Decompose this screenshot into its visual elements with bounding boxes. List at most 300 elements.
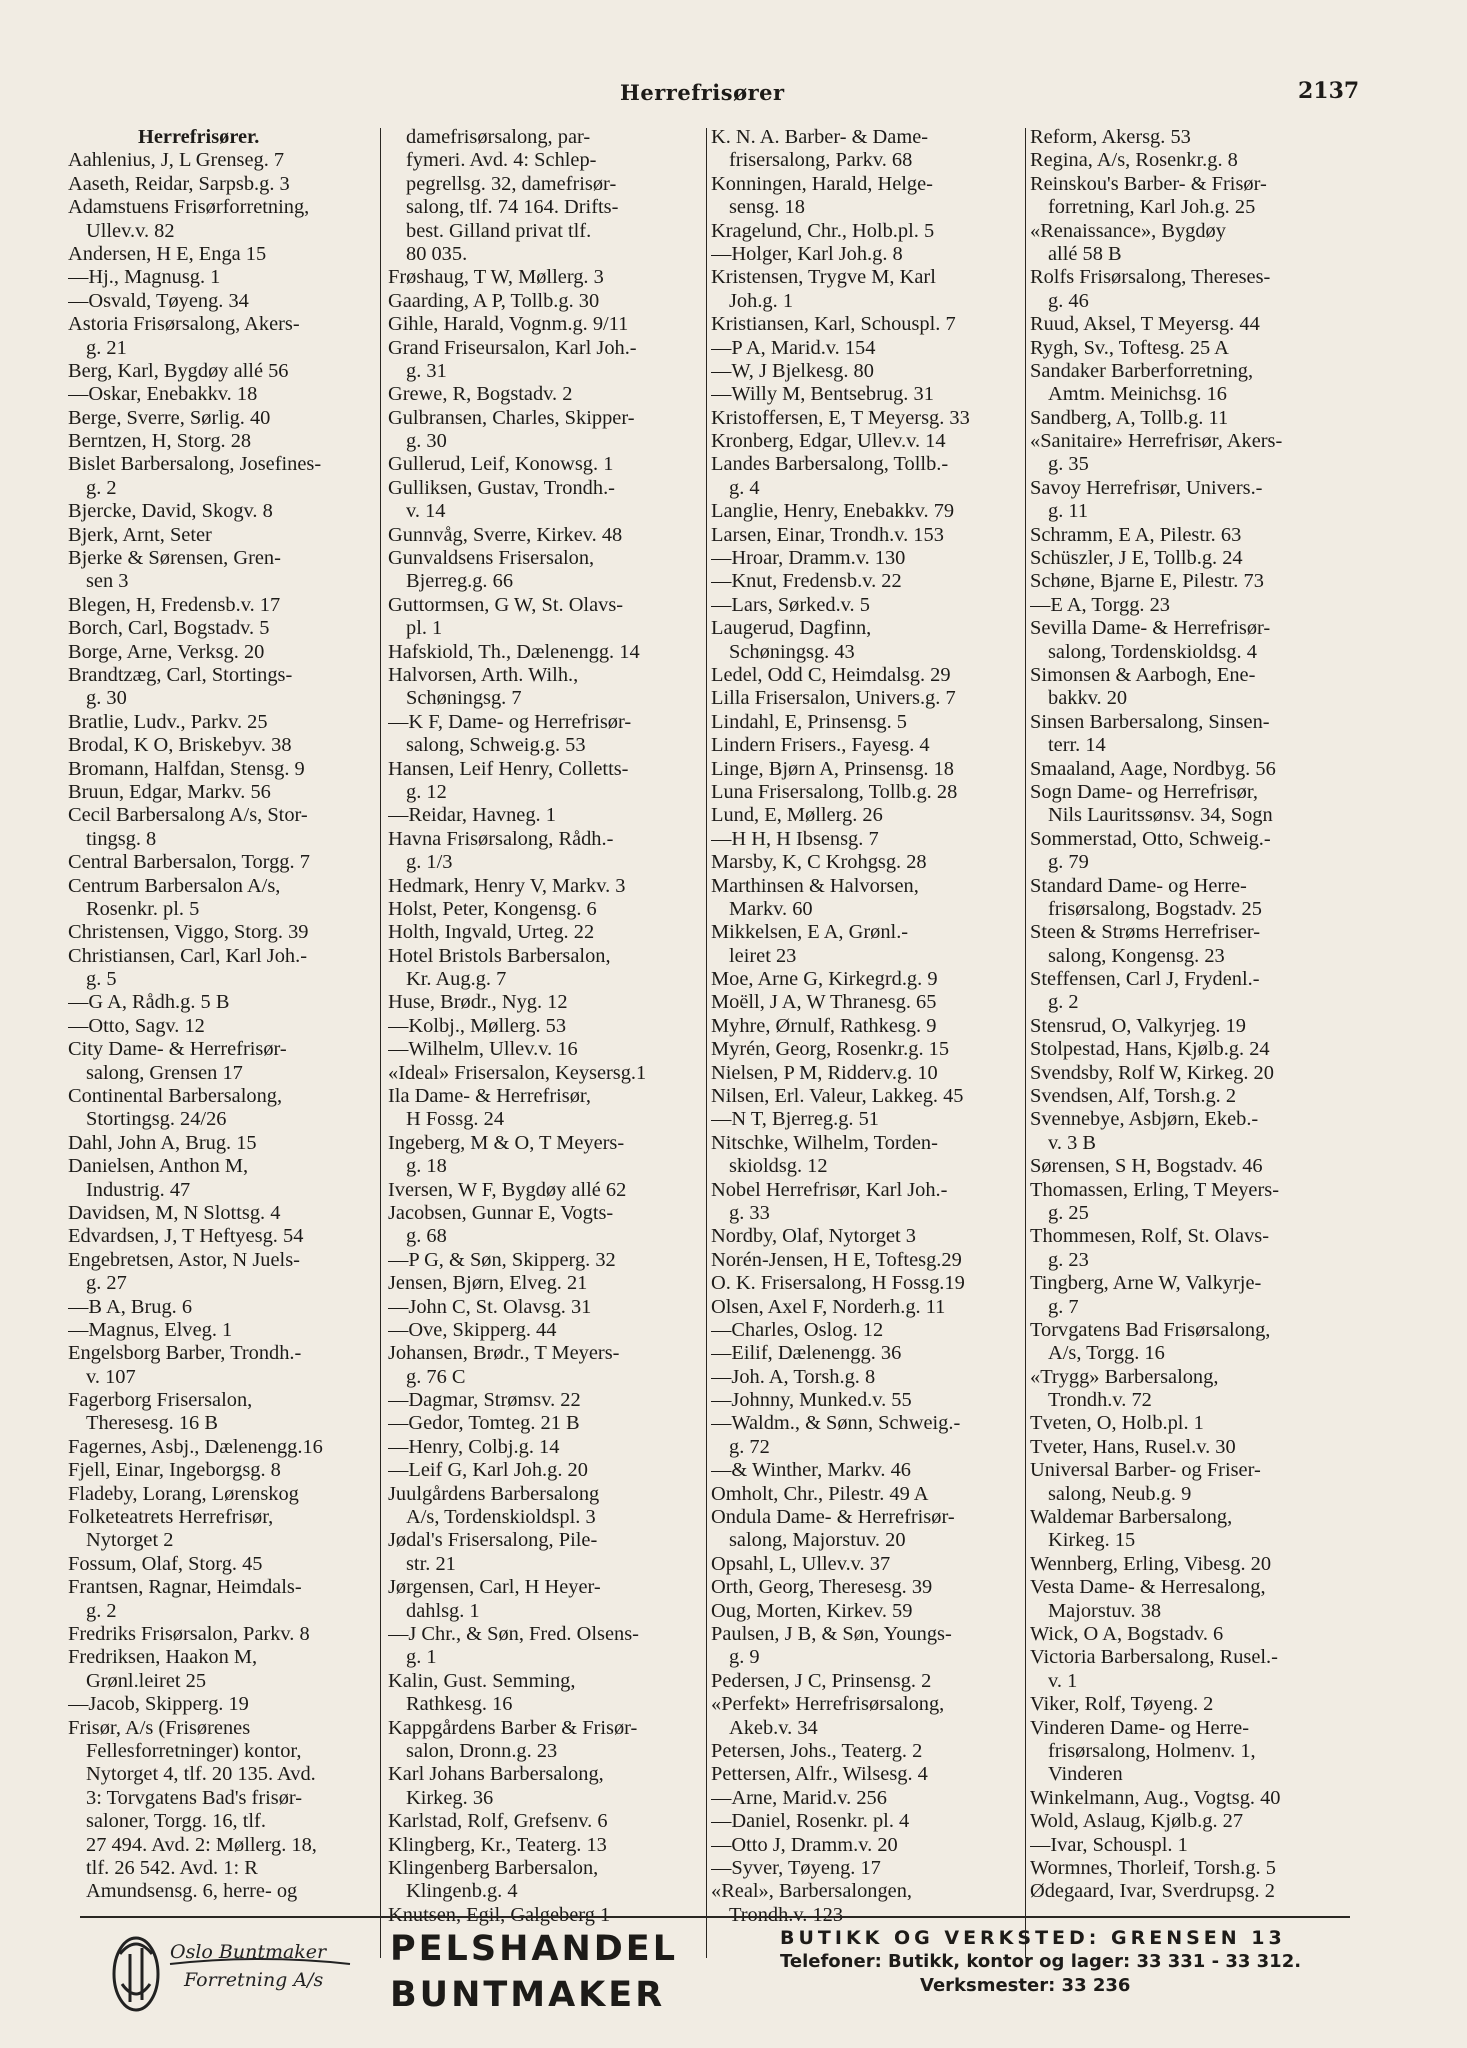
directory-entry: Majorstuv. 38 — [1048, 1599, 1162, 1622]
directory-entry: g. 11 — [1048, 500, 1089, 523]
directory-entry: —Gedor, Tomteg. 21 B — [388, 1412, 580, 1435]
directory-entry: g. 7 — [1048, 1295, 1079, 1318]
directory-entry: g. 25 — [1048, 1201, 1089, 1224]
directory-entry: —Daniel, Rosenkr. pl. 4 — [711, 1810, 910, 1833]
directory-entry: frisørsalong, Bogstadv. 25 — [1048, 897, 1262, 920]
directory-entry: Sinsen Barbersalong, Sinsen- — [1030, 710, 1270, 733]
directory-entry: —Hj., Magnusg. 1 — [68, 266, 221, 289]
directory-entry: Ingeberg, M & O, T Meyers- — [388, 1131, 625, 1154]
directory-entry: —K F, Dame- og Herrefrisør- — [388, 710, 632, 733]
directory-entry: Frøshaug, T W, Møllerg. 3 — [388, 266, 604, 289]
directory-entry: Berge, Sverre, Sørlig. 40 — [68, 406, 271, 429]
directory-entry: —Arne, Marid.v. 256 — [711, 1786, 887, 1809]
directory-entry: A/s, Tordenskioldspl. 3 — [406, 1506, 596, 1529]
directory-entry: —Hroar, Dramm.v. 130 — [711, 547, 906, 570]
directory-entry: salong, Kongensg. 23 — [1048, 944, 1225, 967]
page-number: 2137 — [1298, 78, 1360, 104]
directory-entry: Nordby, Olaf, Nytorget 3 — [711, 1225, 917, 1248]
directory-entry: Holst, Peter, Kongensg. 6 — [388, 897, 597, 920]
directory-entry: Centrum Barbersalon A/s, — [68, 874, 281, 897]
directory-entry: Bjerk, Arnt, Seter — [68, 523, 212, 546]
directory-entry: Nielsen, P M, Ridderv.g. 10 — [711, 1061, 938, 1084]
directory-entry: —Osvald, Tøyeng. 34 — [68, 289, 249, 312]
directory-entry: Klingberg, Kr., Teaterg. 13 — [388, 1833, 607, 1856]
directory-entry: g. 2 — [86, 476, 117, 499]
directory-entry: Wormnes, Thorleif, Torsh.g. 5 — [1030, 1856, 1276, 1879]
directory-entry: Sørensen, S H, Bogstadv. 46 — [1030, 1155, 1263, 1178]
directory-entry: Tveten, O, Holb.pl. 1 — [1030, 1412, 1204, 1435]
directory-entry: g. 21 — [86, 336, 127, 359]
directory-entry: Rolfs Frisørsalong, Thereses- — [1030, 266, 1271, 289]
directory-entry: Kristoffersen, E, T Meyersg. 33 — [711, 406, 970, 429]
directory-entry: Wick, O A, Bogstadv. 6 — [1030, 1623, 1224, 1645]
directory-entry: Aaseth, Reidar, Sarpsb.g. 3 — [68, 172, 290, 195]
directory-entry: 27 494. Avd. 2: Møllerg. 18, — [86, 1833, 317, 1856]
page-title: Herrefrisører — [620, 80, 785, 105]
directory-entry: skioldsg. 12 — [729, 1155, 828, 1178]
directory-entry: Schramm, E A, Pilestr. 63 — [1030, 523, 1242, 546]
directory-entry: Langlie, Henry, Enebakkv. 79 — [711, 500, 955, 523]
directory-entry: Rygh, Sv., Toftesg. 25 A — [1030, 336, 1229, 359]
directory-entry: A/s, Torgg. 16 — [1048, 1342, 1165, 1365]
directory-entry: —Holger, Karl Joh.g. 8 — [711, 242, 903, 265]
directory-entry: —Henry, Colbj.g. 14 — [388, 1435, 560, 1458]
directory-entry: —Magnus, Elveg. 1 — [68, 1318, 233, 1341]
directory-entry: Reform, Akersg. 53 — [1030, 126, 1191, 148]
ad-info1: BUTIKK OG VERKSTED: GRENSEN 13 — [780, 1927, 1286, 1949]
directory-entry: Wennberg, Erling, Vibesg. 20 — [1030, 1552, 1272, 1575]
directory-entry: Grewe, R, Bogstadv. 2 — [388, 383, 573, 406]
directory-entry: Sommerstad, Otto, Schweig.- — [1030, 827, 1271, 850]
directory-entry: leiret 23 — [729, 944, 797, 967]
directory-entry: bakkv. 20 — [1048, 687, 1128, 710]
directory-entry: Victoria Barbersalong, Rusel.- — [1030, 1646, 1278, 1669]
directory-entry: Johansen, Brødr., T Meyers- — [388, 1342, 620, 1365]
directory-entry: tingsg. 8 — [86, 827, 157, 850]
directory-entry: Grønl.leiret 25 — [86, 1669, 207, 1692]
directory-entry: Kr. Aug.g. 7 — [406, 968, 507, 991]
column-rule — [706, 128, 707, 1958]
directory-entry: Bratlie, Ludv., Parkv. 25 — [68, 710, 268, 733]
directory-entry: Halvorsen, Arth. Wilh., — [388, 663, 579, 686]
directory-entry: —Otto, Sagv. 12 — [68, 1014, 205, 1037]
directory-entry: g. 33 — [729, 1201, 770, 1224]
directory-entry: —Reidar, Havneg. 1 — [388, 804, 556, 827]
ad-headline — [390, 1926, 678, 2018]
directory-entry: Rosenkr. pl. 5 — [86, 897, 200, 920]
directory-entry: Bruun, Edgar, Markv. 56 — [68, 780, 271, 803]
directory-entry: Lund, E, Møllerg. 26 — [711, 804, 883, 827]
directory-entry: Fagernes, Asbj., Dælenengg.16 — [68, 1435, 323, 1458]
directory-entry: Adamstuens Frisørforretning, — [68, 196, 310, 219]
directory-entry: g. 23 — [1048, 1248, 1089, 1271]
directory-entry: Winkelmann, Aug., Vogtsg. 40 — [1030, 1786, 1281, 1809]
directory-entry: Viker, Rolf, Tøyeng. 2 — [1030, 1693, 1214, 1716]
directory-entry: Myhre, Ørnulf, Rathkesg. 9 — [711, 1014, 937, 1037]
directory-entry: Kalin, Gust. Semming, — [388, 1669, 576, 1692]
directory-entry: Markv. 60 — [729, 897, 813, 920]
directory-entry: Stortingsg. 24/26 — [86, 1108, 227, 1131]
directory-entry: Gaarding, A P, Tollb.g. 30 — [388, 289, 600, 312]
directory-entry: saloner, Torgg. 16, tlf. — [86, 1810, 266, 1833]
directory-entry: Borch, Carl, Bogstadv. 5 — [68, 617, 270, 640]
directory-entry: Fredriks Frisørsalon, Parkv. 8 — [68, 1623, 310, 1645]
directory-entry: Knutsen, Egil, Galgeberg 1 — [388, 1903, 611, 1926]
directory-entry: Brodal, K O, Briskebyv. 38 — [68, 734, 292, 757]
directory-entry: —Waldm., & Sønn, Schweig.- — [711, 1412, 961, 1435]
page-header — [0, 80, 1467, 110]
directory-entry: Lilla Frisersalon, Univers.g. 7 — [711, 687, 956, 710]
directory-entry: Trondh.v. 123 — [729, 1903, 844, 1926]
directory-entry: Regina, A/s, Rosenkr.g. 8 — [1030, 149, 1238, 172]
directory-entry: Lindern Frisers., Fayesg. 4 — [711, 734, 930, 757]
directory-entry: Ødegaard, Ivar, Sverdrupsg. 2 — [1030, 1880, 1275, 1903]
directory-entry: salong, Neub.g. 9 — [1048, 1482, 1192, 1505]
directory-entry: Sandberg, A, Tollb.g. 11 — [1030, 406, 1229, 429]
directory-entry: —Leif G, Karl Joh.g. 20 — [388, 1459, 588, 1482]
directory-entry: Gulliksen, Gustav, Trondh.- — [388, 476, 615, 499]
directory-entry: Nytorget 4, tlf. 20 135. Avd. — [86, 1763, 316, 1786]
logo-line2: Forretning A/s — [184, 1969, 324, 1991]
directory-entry: —Dagmar, Strømsv. 22 — [388, 1389, 581, 1412]
directory-entry: g. 5 — [86, 968, 117, 991]
directory-entry: Sandaker Barberforretning, — [1030, 359, 1254, 382]
directory-entry: Joh.g. 1 — [729, 289, 794, 312]
directory-entry: Huse, Brødr., Nyg. 12 — [388, 991, 568, 1014]
directory-entry: Amtm. Meinichsg. 16 — [1048, 383, 1227, 406]
directory-entry: —Oskar, Enebakkv. 18 — [68, 383, 258, 406]
directory-entry: Pettersen, Alfr., Wilsesg. 4 — [711, 1763, 928, 1786]
column-2 — [388, 126, 706, 1927]
directory-entry: Sogn Dame- og Herrefrisør, — [1030, 780, 1258, 803]
directory-entry: Klingenb.g. 4 — [406, 1880, 518, 1903]
directory-entry: Jørgensen, Carl, H Heyer- — [388, 1576, 601, 1599]
directory-entry: «Trygg» Barbersalong, — [1030, 1365, 1219, 1388]
directory-entry: Ondula Dame- & Herrefrisør- — [711, 1506, 955, 1529]
directory-entry: «Ideal» Frisersalon, Keysersg.1 — [388, 1061, 647, 1084]
directory-entry: Thomassen, Erling, T Meyers- — [1030, 1178, 1279, 1201]
directory-entry: Grand Friseursalon, Karl Joh.- — [388, 336, 637, 359]
directory-entry: str. 21 — [406, 1552, 456, 1575]
directory-entry: —G A, Rådh.g. 5 B — [68, 991, 230, 1014]
directory-entry: salong, Grensen 17 — [86, 1061, 243, 1084]
directory-entry: Havna Frisørsalong, Rådh.- — [388, 827, 614, 850]
directory-entry: Ruud, Aksel, T Meyersg. 44 — [1030, 313, 1260, 336]
directory-entry: Ledel, Odd C, Heimdalsg. 29 — [711, 663, 951, 686]
directory-entry: Folketeatrets Herrefrisør, — [68, 1506, 274, 1529]
directory-entry: —J Chr., & Søn, Fred. Olsens- — [388, 1623, 639, 1645]
directory-entry: —E A, Torgg. 23 — [1030, 593, 1170, 616]
directory-entry: Nobel Herrefrisør, Karl Joh.- — [711, 1178, 948, 1201]
advertisement — [80, 1924, 1352, 2024]
directory-entry: frisørsalong, Holmenv. 1, — [1048, 1739, 1256, 1762]
directory-entry: Berg, Karl, Bygdøy allé 56 — [68, 359, 289, 382]
directory-entry: Engelsborg Barber, Trondh.- — [68, 1342, 302, 1365]
directory-entry: —Johnny, Munked.v. 55 — [711, 1389, 912, 1412]
directory-entry: fymeri. Avd. 4: Schlep- — [406, 149, 597, 172]
directory-entry: Nilsen, Erl. Valeur, Lakkeg. 45 — [711, 1085, 964, 1108]
directory-entry: Karl Johans Barbersalong, — [388, 1763, 604, 1786]
directory-entry: Moëll, J A, W Thranesg. 65 — [711, 991, 937, 1014]
directory-entry: salong, tlf. 74 164. Drifts- — [406, 196, 619, 219]
directory-entry: Nytorget 2 — [86, 1529, 174, 1552]
directory-entry: Svendsby, Rolf W, Kirkeg. 20 — [1030, 1061, 1274, 1084]
directory-entry: Bjercke, David, Skogv. 8 — [68, 500, 273, 523]
directory-entry: —John C, St. Olavsg. 31 — [388, 1295, 592, 1318]
directory-entry: Central Barbersalon, Torgg. 7 — [68, 851, 310, 874]
column-1 — [68, 126, 384, 1904]
directory-entry: Danielsen, Anthon M, — [68, 1155, 249, 1178]
directory-entry: terr. 14 — [1048, 734, 1106, 757]
directory-entry: Tingberg, Arne W, Valkyrje- — [1030, 1272, 1262, 1295]
directory-entry: Vinderen Dame- og Herre- — [1030, 1716, 1249, 1739]
ad-line2: BUNTMAKER — [390, 1975, 666, 2015]
directory-entry: Rathkesg. 16 — [406, 1693, 513, 1716]
directory-entry: Orth, Georg, Theresesg. 39 — [711, 1576, 933, 1599]
directory-entry: Kronberg, Edgar, Ullev.v. 14 — [711, 430, 946, 453]
directory-entry: —P G, & Søn, Skipperg. 32 — [388, 1248, 616, 1271]
directory-entry: Juulgårdens Barbersalong — [388, 1482, 600, 1505]
directory-entry: —Willy M, Bentsebrug. 31 — [711, 383, 934, 406]
fur-logo-icon — [100, 1924, 400, 2020]
directory-entry: Schøningsg. 7 — [406, 687, 522, 710]
directory-entry: Engebretsen, Astor, N Juels- — [68, 1248, 300, 1271]
directory-entry: Moe, Arne G, Kirkegrd.g. 9 — [711, 968, 938, 991]
directory-entry: Kirkeg. 15 — [1048, 1529, 1136, 1552]
directory-entry: g. 35 — [1048, 453, 1089, 476]
directory-entry: Hansen, Leif Henry, Colletts- — [388, 757, 629, 780]
directory-entry: Lindahl, E, Prinsensg. 5 — [711, 710, 907, 733]
directory-entry: Marsby, K, C Krohgsg. 28 — [711, 851, 927, 874]
directory-entry: O. K. Frisersalong, H Fossg.19 — [711, 1272, 965, 1295]
directory-entry: Vinderen — [1048, 1763, 1123, 1786]
directory-entry: Andersen, H E, Enga 15 — [68, 242, 267, 265]
directory-entry: Vesta Dame- & Herresalong, — [1030, 1576, 1266, 1599]
directory-entry: Christiansen, Carl, Karl Joh.- — [68, 944, 307, 967]
directory-entry: Stensrud, O, Valkyrjeg. 19 — [1030, 1014, 1246, 1037]
directory-entry: Guttormsen, G W, St. Olavs- — [388, 593, 624, 616]
directory-entry: sensg. 18 — [729, 196, 805, 219]
directory-entry: Jensen, Bjørn, Elveg. 21 — [388, 1272, 588, 1295]
directory-entry: City Dame- & Herrefrisør- — [68, 1038, 287, 1061]
directory-entry: Gunnvåg, Sverre, Kirkev. 48 — [388, 523, 623, 546]
directory-entry: Aahlenius, J, L Grenseg. 7 — [68, 149, 285, 172]
directory-entry: Kristensen, Trygve M, Karl — [711, 266, 936, 289]
directory-entry: Akeb.v. 34 — [729, 1716, 818, 1739]
directory-entry: —Jacob, Skipperg. 19 — [68, 1693, 249, 1716]
directory-entry: Laugerud, Dagfinn, — [711, 617, 872, 640]
directory-entry: Hotel Bristols Barbersalon, — [388, 944, 611, 967]
directory-entry: H Fossg. 24 — [406, 1108, 505, 1131]
directory-entry: Savoy Herrefrisør, Univers.- — [1030, 476, 1263, 499]
directory-entry: —N T, Bjerreg.g. 51 — [711, 1108, 880, 1131]
directory-entry: Jødal's Frisersalong, Pile- — [388, 1529, 598, 1552]
directory-entry: Cecil Barbersalong A/s, Stor- — [68, 804, 308, 827]
directory-entry: Linge, Bjørn A, Prinsensg. 18 — [711, 757, 954, 780]
directory-entry: salong, Majorstuv. 20 — [729, 1529, 906, 1552]
directory-entry: g. 2 — [86, 1599, 117, 1622]
directory-entry: Gulbransen, Charles, Skipper- — [388, 406, 635, 429]
directory-entry: Bjerreg.g. 66 — [406, 570, 514, 593]
directory-entry: Fredriksen, Haakon M, — [68, 1646, 258, 1669]
directory-entry: Petersen, Johs., Teaterg. 2 — [711, 1739, 923, 1762]
ad-info2: Telefoner: Butikk, kontor og lager: 33 331 - 33 312. — [780, 1951, 1302, 1972]
directory-entry: —Knut, Fredensb.v. 22 — [711, 570, 902, 593]
directory-entry: Blegen, H, Fredensb.v. 17 — [68, 593, 281, 616]
directory-entry: g. 31 — [406, 359, 447, 382]
directory-entry: Theresesg. 16 B — [86, 1412, 218, 1435]
directory-entry: Standard Dame- og Herre- — [1030, 874, 1247, 897]
directory-entry: Paulsen, J B, & Søn, Youngs- — [711, 1623, 952, 1645]
directory-entry: Mikkelsen, E A, Grønl.- — [711, 921, 909, 944]
directory-entry: Bjerke & Sørensen, Gren- — [68, 547, 281, 570]
directory-entry: Myrén, Georg, Rosenkr.g. 15 — [711, 1038, 950, 1061]
directory-entry: Ullev.v. 82 — [86, 219, 175, 242]
directory-entry: Christensen, Viggo, Storg. 39 — [68, 921, 309, 944]
directory-entry: Svendsen, Alf, Torsh.g. 2 — [1030, 1085, 1237, 1108]
directory-entry: g. 72 — [729, 1435, 770, 1458]
directory-entry: —Lars, Sørked.v. 5 — [711, 593, 870, 616]
directory-entry: Waldemar Barbersalong, — [1030, 1506, 1233, 1529]
directory-entry: —Wilhelm, Ullev.v. 16 — [388, 1038, 578, 1061]
directory-entry: Gihle, Harald, Vognm.g. 9/11 — [388, 313, 629, 336]
directory-entry: Klingenberg Barbersalon, — [388, 1856, 599, 1879]
directory-entry: Nitschke, Wilhelm, Torden- — [711, 1131, 938, 1154]
directory-entry: dahlsg. 1 — [406, 1599, 480, 1622]
directory-entry: g. 9 — [729, 1646, 760, 1669]
directory-entry: v. 3 B — [1048, 1131, 1096, 1154]
directory-entry: g. 79 — [1048, 851, 1089, 874]
directory-entry: damefrisørsalong, par- — [406, 126, 591, 148]
directory-entry: Pedersen, J C, Prinsensg. 2 — [711, 1669, 932, 1692]
directory-entry: pegrellsg. 32, damefrisør- — [406, 172, 617, 195]
directory-entry: Opsahl, L, Ullev.v. 37 — [711, 1552, 891, 1575]
directory-entry: Astoria Frisørsalong, Akers- — [68, 313, 300, 336]
directory-entry: Olsen, Axel F, Norderh.g. 11 — [711, 1295, 946, 1318]
directory-entry: Schøningsg. 43 — [729, 640, 855, 663]
ad-info3: Verksmester: 33 236 — [920, 1975, 1131, 1996]
directory-entry: g. 4 — [729, 476, 760, 499]
directory-entry: Borge, Arne, Verksg. 20 — [68, 640, 265, 663]
directory-entry: Larsen, Einar, Trondh.v. 153 — [711, 523, 944, 546]
ad-contact — [780, 1926, 1301, 1998]
directory-entry: Marthinsen & Halvorsen, — [711, 874, 919, 897]
directory-entry: —Charles, Oslog. 12 — [711, 1318, 884, 1341]
directory-entry: pl. 1 — [406, 617, 443, 640]
directory-entry: Omholt, Chr., Pilestr. 49 A — [711, 1482, 929, 1505]
directory-entry: g. 1/3 — [406, 851, 453, 874]
section-heading: Herrefrisører. — [138, 126, 260, 148]
directory-entry: Kappgårdens Barber & Frisør- — [388, 1716, 638, 1739]
directory-entry: «Renaissance», Bygdøy — [1030, 219, 1226, 242]
directory-entry: best. Gilland privat tlf. — [406, 219, 592, 242]
directory-entry: Kristiansen, Karl, Schouspl. 7 — [711, 313, 956, 336]
ad-top-rule — [80, 1916, 1350, 1918]
directory-entry: Nils Lauritssønsv. 34, Sogn — [1048, 804, 1273, 827]
directory-entry: Kirkeg. 36 — [406, 1786, 494, 1809]
directory-entry: Brandtzæg, Carl, Stortings- — [68, 663, 293, 686]
directory-entry: tlf. 26 542. Avd. 1: R — [86, 1856, 258, 1879]
directory-entry: Dahl, John A, Brug. 15 — [68, 1131, 257, 1154]
directory-entry: Svennebye, Asbjørn, Ekeb.- — [1030, 1108, 1259, 1131]
directory-entry: —Joh. A, Torsh.g. 8 — [711, 1365, 876, 1388]
logo-line1: Oslo Buntmaker — [170, 1941, 327, 1963]
directory-entry: Davidsen, M, N Slottsg. 4 — [68, 1201, 281, 1224]
directory-entry: —P A, Marid.v. 154 — [711, 336, 876, 359]
directory-entry: Frantsen, Ragnar, Heimdals- — [68, 1576, 302, 1599]
directory-entry: g. 30 — [406, 430, 447, 453]
directory-entry: Steffensen, Carl J, Frydenl.- — [1030, 968, 1260, 991]
column-rule — [380, 128, 381, 1958]
directory-entry: Oug, Morten, Kirkev. 59 — [711, 1599, 913, 1622]
directory-entry: v. 1 — [1048, 1669, 1078, 1692]
directory-entry: g. 1 — [406, 1646, 437, 1669]
directory-entry: salong, Tordenskioldsg. 4 — [1048, 640, 1257, 663]
directory-entry: salong, Schweig.g. 53 — [406, 734, 586, 757]
directory-entry: Norén-Jensen, H E, Toftesg.29 — [711, 1248, 962, 1271]
directory-entry: Universal Barber- og Friser- — [1030, 1459, 1261, 1482]
directory-entry: Steen & Strøms Herrefriser- — [1030, 921, 1261, 944]
directory-entry: Stolpestad, Hans, Kjølb.g. 24 — [1030, 1038, 1270, 1061]
directory-entry: —Syver, Tøyeng. 17 — [711, 1856, 881, 1879]
directory-entry: frisersalong, Parkv. 68 — [729, 149, 913, 172]
directory-entry: Wold, Aslaug, Kjølb.g. 27 — [1030, 1810, 1244, 1833]
column-3 — [711, 126, 1026, 1927]
directory-entry: Simonsen & Aarbogh, Ene- — [1030, 663, 1256, 686]
directory-entry: Amundsensg. 6, herre- og — [86, 1880, 298, 1903]
directory-entry: —Kolbj., Møllerg. 53 — [388, 1014, 567, 1037]
directory-entry: g. 12 — [406, 780, 447, 803]
directory-entry: Fellesforretninger) kontor, — [86, 1739, 302, 1762]
directory-entry: Fladeby, Lorang, Lørenskog — [68, 1482, 299, 1505]
directory-entry: —Eilif, Dælenengg. 36 — [711, 1342, 902, 1365]
directory-entry: —Otto J, Dramm.v. 20 — [711, 1833, 898, 1856]
directory-entry: Tveter, Hans, Rusel.v. 30 — [1030, 1435, 1236, 1458]
directory-entry: v. 14 — [406, 500, 446, 523]
directory-entry: —Ove, Skipperg. 44 — [388, 1318, 557, 1341]
column-rule — [1025, 128, 1026, 1958]
directory-entry: g. 30 — [86, 687, 127, 710]
directory-entry: K. N. A. Barber- & Dame- — [711, 126, 929, 148]
directory-entry: g. 76 C — [406, 1365, 466, 1388]
directory-entry: Continental Barbersalong, — [68, 1085, 283, 1108]
directory-entry: Gunvaldsens Frisersalon, — [388, 547, 595, 570]
directory-entry: g. 68 — [406, 1225, 447, 1248]
directory-entry: Reinskou's Barber- & Frisør- — [1030, 172, 1267, 195]
directory-entry: Bislet Barbersalong, Josefines- — [68, 453, 322, 476]
directory-entry: Frisør, A/s (Frisørenes — [68, 1716, 251, 1739]
directory-entry: Torvgatens Bad Frisørsalong, — [1030, 1318, 1271, 1341]
directory-entry: «Real», Barbersalongen, — [711, 1880, 913, 1903]
directory-entry: «Perfekt» Herrefrisørsalong, — [711, 1693, 945, 1716]
directory-entry: Hedmark, Henry V, Markv. 3 — [388, 874, 626, 897]
directory-entry: Thommesen, Rolf, St. Olavs- — [1030, 1225, 1270, 1248]
directory-entry: Fossum, Olaf, Storg. 45 — [68, 1552, 263, 1575]
directory-entry: g. 46 — [1048, 289, 1089, 312]
directory-entry: «Sanitaire» Herrefrisør, Akers- — [1030, 430, 1283, 453]
directory-entry: Schøne, Bjarne E, Pilestr. 73 — [1030, 570, 1264, 593]
directory-entry: g. 18 — [406, 1155, 447, 1178]
logo — [100, 1924, 400, 2020]
directory-entry: Sevilla Dame- & Herrefrisør- — [1030, 617, 1271, 640]
directory-entry: Hafskiold, Th., Dælenengg. 14 — [388, 640, 640, 663]
directory-entry: g. 2 — [1048, 991, 1079, 1014]
ad-line1: PELSHANDEL — [390, 1929, 679, 1969]
directory-entry: Konningen, Harald, Helge- — [711, 172, 933, 195]
directory-entry: Schüszler, J E, Tollb.g. 24 — [1030, 547, 1243, 570]
directory-entry: Karlstad, Rolf, Grefsenv. 6 — [388, 1810, 608, 1833]
directory-entry: Edvardsen, J, T Heftyesg. 54 — [68, 1225, 304, 1248]
